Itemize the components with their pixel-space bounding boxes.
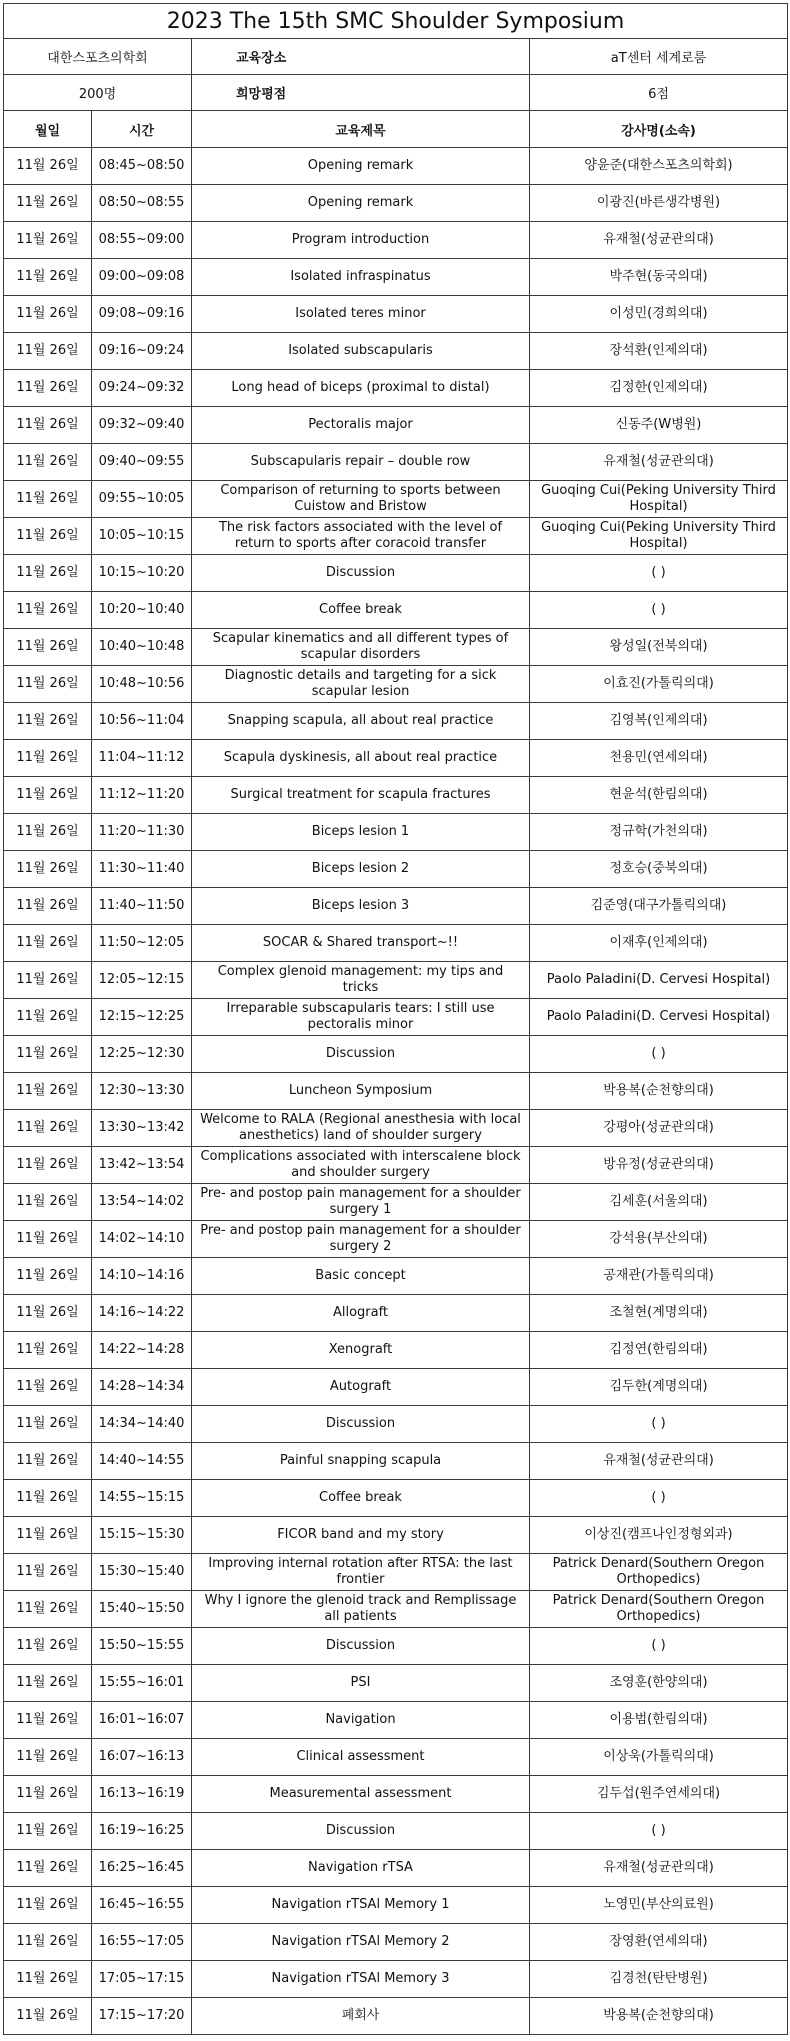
table-row (4, 1813, 788, 1850)
topic-cell: Xenograft (192, 1332, 530, 1369)
table-row (4, 518, 788, 555)
date-cell: 11월 26일 (4, 1480, 92, 1517)
date-cell: 11월 26일 (4, 1850, 92, 1887)
table-row (4, 740, 788, 777)
table-row (4, 629, 788, 666)
time-cell: 16:07~16:13 (92, 1739, 192, 1776)
table-row (4, 1221, 788, 1258)
header-time: 시간 (92, 111, 192, 148)
table-row (4, 407, 788, 444)
date-cell: 11월 26일 (4, 1961, 92, 1998)
date-cell: 11월 26일 (4, 148, 92, 185)
time-cell: 09:00~09:08 (92, 259, 192, 296)
date-cell: 11월 26일 (4, 370, 92, 407)
speaker-cell: 양윤준(대한스포츠의학회) (530, 148, 788, 185)
date-cell: 11월 26일 (4, 1406, 92, 1443)
table-row (4, 1961, 788, 1998)
table-row (4, 1739, 788, 1776)
time-cell: 10:48~10:56 (92, 666, 192, 703)
date-cell: 11월 26일 (4, 1147, 92, 1184)
time-cell: 08:55~09:00 (92, 222, 192, 259)
table-row (4, 777, 788, 814)
table-row (4, 1369, 788, 1406)
time-cell: 12:05~12:15 (92, 962, 192, 999)
topic-cell: Pre- and postop pain management for a shoulder surgery 2 (192, 1221, 530, 1258)
time-cell: 15:55~16:01 (92, 1665, 192, 1702)
info-row-1 (4, 39, 788, 75)
table-row (4, 1073, 788, 1110)
time-cell: 08:45~08:50 (92, 148, 192, 185)
time-cell: 12:15~12:25 (92, 999, 192, 1036)
date-cell: 11월 26일 (4, 592, 92, 629)
date-cell: 11월 26일 (4, 1258, 92, 1295)
table-row (4, 1443, 788, 1480)
speaker-cell: 정호승(중북의대) (530, 851, 788, 888)
time-cell: 11:50~12:05 (92, 925, 192, 962)
time-cell: 14:22~14:28 (92, 1332, 192, 1369)
topic-cell: Clinical assessment (192, 1739, 530, 1776)
date-cell: 11월 26일 (4, 1887, 92, 1924)
time-cell: 14:16~14:22 (92, 1295, 192, 1332)
speaker-cell: 이상진(캠프나인정형외과) (530, 1517, 788, 1554)
table-row (4, 1517, 788, 1554)
speaker-cell: 유재철(성균관의대) (530, 222, 788, 259)
topic-cell: Luncheon Symposium (192, 1073, 530, 1110)
table-row (4, 962, 788, 999)
speaker-cell: 김준영(대구가톨릭의대) (530, 888, 788, 925)
time-cell: 14:10~14:16 (92, 1258, 192, 1295)
date-cell: 11월 26일 (4, 185, 92, 222)
speaker-cell: 장석환(인제의대) (530, 333, 788, 370)
topic-cell: Discussion (192, 1036, 530, 1073)
points-cell: 6점 (530, 75, 788, 111)
topic-cell: Irreparable subscapularis tears: I still use pectoralis minor (192, 999, 530, 1036)
date-cell: 11월 26일 (4, 703, 92, 740)
date-cell: 11월 26일 (4, 740, 92, 777)
speaker-cell: 김경천(탄탄병원) (530, 1961, 788, 1998)
topic-cell: PSI (192, 1665, 530, 1702)
speaker-cell: ( ) (530, 592, 788, 629)
table-row (4, 1924, 788, 1961)
table-row (4, 296, 788, 333)
time-cell: 11:30~11:40 (92, 851, 192, 888)
date-cell: 11월 26일 (4, 481, 92, 518)
time-cell: 13:54~14:02 (92, 1184, 192, 1221)
time-cell: 10:15~10:20 (92, 555, 192, 592)
time-cell: 10:20~10:40 (92, 592, 192, 629)
topic-cell: Discussion (192, 555, 530, 592)
table-row (4, 259, 788, 296)
time-cell: 16:25~16:45 (92, 1850, 192, 1887)
topic-cell: Coffee break (192, 592, 530, 629)
time-cell: 16:19~16:25 (92, 1813, 192, 1850)
speaker-cell: 이용범(한림의대) (530, 1702, 788, 1739)
date-cell: 11월 26일 (4, 666, 92, 703)
topic-cell: Improving internal rotation after RTSA: the last frontier (192, 1554, 530, 1591)
date-cell: 11월 26일 (4, 1110, 92, 1147)
topic-cell: Welcome to RALA (Regional anesthesia with local anesthetics) land of shoulder surgery (192, 1110, 530, 1147)
table-row (4, 222, 788, 259)
points-label (192, 75, 530, 111)
speaker-cell: 이상욱(가톨릭의대) (530, 1739, 788, 1776)
date-cell: 11월 26일 (4, 777, 92, 814)
speaker-cell: 왕성일(전북의대) (530, 629, 788, 666)
page-title: 2023 The 15th SMC Shoulder Symposium (4, 4, 788, 39)
topic-cell: Pre- and postop pain management for a shoulder surgery 1 (192, 1184, 530, 1221)
table-row (4, 1036, 788, 1073)
time-cell: 09:24~09:32 (92, 370, 192, 407)
time-cell: 16:45~16:55 (92, 1887, 192, 1924)
time-cell: 13:30~13:42 (92, 1110, 192, 1147)
topic-cell: FICOR band and my story (192, 1517, 530, 1554)
header-speaker: 강사명(소속) (530, 111, 788, 148)
topic-cell: Comparison of returning to sports between Cuistow and Bristow (192, 481, 530, 518)
date-cell: 11월 26일 (4, 925, 92, 962)
time-cell: 14:34~14:40 (92, 1406, 192, 1443)
time-cell: 10:40~10:48 (92, 629, 192, 666)
topic-cell: The risk factors associated with the level of return to sports after coracoid transfer (192, 518, 530, 555)
topic-cell: Navigation rTSAl Memory 1 (192, 1887, 530, 1924)
info-row-2 (4, 75, 788, 111)
date-cell: 11월 26일 (4, 333, 92, 370)
topic-cell: Biceps lesion 3 (192, 888, 530, 925)
speaker-cell: Patrick Denard(Southern Oregon Orthopedics) (530, 1554, 788, 1591)
topic-cell: Complex glenoid management: my tips and tricks (192, 962, 530, 999)
date-cell: 11월 26일 (4, 444, 92, 481)
topic-cell: Scapular kinematics and all different types of scapular disorders (192, 629, 530, 666)
time-cell: 14:40~14:55 (92, 1443, 192, 1480)
speaker-cell: ( ) (530, 1406, 788, 1443)
time-cell: 11:12~11:20 (92, 777, 192, 814)
date-cell: 11월 26일 (4, 555, 92, 592)
table-row (4, 1258, 788, 1295)
time-cell: 14:55~15:15 (92, 1480, 192, 1517)
date-cell: 11월 26일 (4, 1813, 92, 1850)
date-cell: 11월 26일 (4, 1628, 92, 1665)
time-cell: 12:25~12:30 (92, 1036, 192, 1073)
venue-cell: aT센터 세계로룸 (530, 39, 788, 75)
date-cell: 11월 26일 (4, 1036, 92, 1073)
title-row (4, 4, 788, 39)
topic-cell: Opening remark (192, 185, 530, 222)
speaker-cell: 유재철(성균관의대) (530, 1850, 788, 1887)
topic-cell: Why I ignore the glenoid track and Remplissage all patients (192, 1591, 530, 1628)
time-cell: 15:15~15:30 (92, 1517, 192, 1554)
table-row (4, 1110, 788, 1147)
topic-cell: Program introduction (192, 222, 530, 259)
topic-cell: Measuremental assessment (192, 1776, 530, 1813)
date-cell: 11월 26일 (4, 1517, 92, 1554)
topic-cell: Scapula dyskinesis, all about real practice (192, 740, 530, 777)
speaker-cell: 김정한(인제의대) (530, 370, 788, 407)
speaker-cell: 유재철(성균관의대) (530, 1443, 788, 1480)
time-cell: 11:20~11:30 (92, 814, 192, 851)
table-row (4, 444, 788, 481)
capacity-cell: 200명 (4, 75, 192, 111)
table-row (4, 1998, 788, 2035)
table-row (4, 1406, 788, 1443)
date-cell: 11월 26일 (4, 1702, 92, 1739)
table-row (4, 370, 788, 407)
table-row (4, 1702, 788, 1739)
time-cell: 17:05~17:15 (92, 1961, 192, 1998)
speaker-cell: 신동주(W병원) (530, 407, 788, 444)
table-row (4, 185, 788, 222)
speaker-cell: 조영훈(한양의대) (530, 1665, 788, 1702)
speaker-cell: 박주현(동국의대) (530, 259, 788, 296)
speaker-cell: 장영환(연세의대) (530, 1924, 788, 1961)
speaker-cell: 김세훈(서울의대) (530, 1184, 788, 1221)
topic-cell: Long head of biceps (proximal to distal) (192, 370, 530, 407)
date-cell: 11월 26일 (4, 1554, 92, 1591)
header-row (4, 111, 788, 148)
speaker-cell: 강평아(성균관의대) (530, 1110, 788, 1147)
date-cell: 11월 26일 (4, 851, 92, 888)
date-cell: 11월 26일 (4, 407, 92, 444)
points-label-text: 희망평점 (236, 87, 287, 102)
topic-cell: Biceps lesion 2 (192, 851, 530, 888)
date-cell: 11월 26일 (4, 1665, 92, 1702)
time-cell: 15:50~15:55 (92, 1628, 192, 1665)
speaker-cell: 정규학(가천의대) (530, 814, 788, 851)
speaker-cell: 조철현(계명의대) (530, 1295, 788, 1332)
date-cell: 11월 26일 (4, 1073, 92, 1110)
date-cell: 11월 26일 (4, 1998, 92, 2035)
speaker-cell: 이성민(경희의대) (530, 296, 788, 333)
date-cell: 11월 26일 (4, 518, 92, 555)
topic-cell: Coffee break (192, 1480, 530, 1517)
speaker-cell: 노영민(부산의료원) (530, 1887, 788, 1924)
speaker-cell: 박용복(순천향의대) (530, 1998, 788, 2035)
speaker-cell: ( ) (530, 1628, 788, 1665)
speaker-cell: 김두섭(원주연세의대) (530, 1776, 788, 1813)
speaker-cell: Guoqing Cui(Peking University Third Hospital) (530, 518, 788, 555)
speaker-cell: ( ) (530, 555, 788, 592)
speaker-cell: 김두한(계명의대) (530, 1369, 788, 1406)
time-cell: 11:40~11:50 (92, 888, 192, 925)
date-cell: 11월 26일 (4, 962, 92, 999)
topic-cell: Snapping scapula, all about real practice (192, 703, 530, 740)
time-cell: 15:30~15:40 (92, 1554, 192, 1591)
speaker-cell: 이광진(바른생각병원) (530, 185, 788, 222)
date-cell: 11월 26일 (4, 999, 92, 1036)
table-row (4, 999, 788, 1036)
topic-cell: Navigation rTSAl Memory 2 (192, 1924, 530, 1961)
speaker-cell: 현윤석(한림의대) (530, 777, 788, 814)
topic-cell: SOCAR & Shared transport~!! (192, 925, 530, 962)
topic-cell: 폐회사 (192, 1998, 530, 2035)
time-cell: 16:13~16:19 (92, 1776, 192, 1813)
time-cell: 09:55~10:05 (92, 481, 192, 518)
table-row (4, 1628, 788, 1665)
speaker-cell: ( ) (530, 1480, 788, 1517)
speaker-cell: 김정연(한림의대) (530, 1332, 788, 1369)
date-cell: 11월 26일 (4, 1924, 92, 1961)
time-cell: 15:40~15:50 (92, 1591, 192, 1628)
table-row (4, 814, 788, 851)
date-cell: 11월 26일 (4, 1332, 92, 1369)
speaker-cell: 강석용(부산의대) (530, 1221, 788, 1258)
time-cell: 09:32~09:40 (92, 407, 192, 444)
table-row (4, 1184, 788, 1221)
date-cell: 11월 26일 (4, 296, 92, 333)
schedule-table (3, 3, 788, 2035)
date-cell: 11월 26일 (4, 1295, 92, 1332)
table-row (4, 481, 788, 518)
date-cell: 11월 26일 (4, 888, 92, 925)
table-row (4, 1591, 788, 1628)
table-row (4, 703, 788, 740)
topic-cell: Isolated teres minor (192, 296, 530, 333)
time-cell: 09:40~09:55 (92, 444, 192, 481)
table-row (4, 1480, 788, 1517)
time-cell: 13:42~13:54 (92, 1147, 192, 1184)
table-row (4, 851, 788, 888)
topic-cell: Diagnostic details and targeting for a sick scapular lesion (192, 666, 530, 703)
speaker-cell: Paolo Paladini(D. Cervesi Hospital) (530, 962, 788, 999)
time-cell: 16:55~17:05 (92, 1924, 192, 1961)
time-cell: 10:56~11:04 (92, 703, 192, 740)
table-row (4, 592, 788, 629)
table-row (4, 1295, 788, 1332)
venue-label-text: 교육장소 (236, 51, 287, 66)
time-cell: 09:16~09:24 (92, 333, 192, 370)
speaker-cell: 이재후(인제의대) (530, 925, 788, 962)
time-cell: 10:05~10:15 (92, 518, 192, 555)
speaker-cell: 유재철(성균관의대) (530, 444, 788, 481)
topic-cell: Complications associated with interscalene block and shoulder surgery (192, 1147, 530, 1184)
topic-cell: Basic concept (192, 1258, 530, 1295)
table-row (4, 666, 788, 703)
speaker-cell: Paolo Paladini(D. Cervesi Hospital) (530, 999, 788, 1036)
speaker-cell: ( ) (530, 1036, 788, 1073)
table-row (4, 1332, 788, 1369)
table-row (4, 1554, 788, 1591)
topic-cell: Isolated subscapularis (192, 333, 530, 370)
date-cell: 11월 26일 (4, 259, 92, 296)
speaker-cell: 방유정(성균관의대) (530, 1147, 788, 1184)
topic-cell: Allograft (192, 1295, 530, 1332)
topic-cell: Painful snapping scapula (192, 1443, 530, 1480)
topic-cell: Discussion (192, 1813, 530, 1850)
table-row (4, 1147, 788, 1184)
topic-cell: Pectoralis major (192, 407, 530, 444)
table-row (4, 555, 788, 592)
topic-cell: Surgical treatment for scapula fractures (192, 777, 530, 814)
speaker-cell: 이효진(가톨릭의대) (530, 666, 788, 703)
time-cell: 17:15~17:20 (92, 1998, 192, 2035)
speaker-cell: 천용민(연세의대) (530, 740, 788, 777)
topic-cell: Biceps lesion 1 (192, 814, 530, 851)
topic-cell: Subscapularis repair – double row (192, 444, 530, 481)
topic-cell: Isolated infraspinatus (192, 259, 530, 296)
topic-cell: Opening remark (192, 148, 530, 185)
speaker-cell: Guoqing Cui(Peking University Third Hospital) (530, 481, 788, 518)
date-cell: 11월 26일 (4, 222, 92, 259)
date-cell: 11월 26일 (4, 1221, 92, 1258)
header-month: 월일 (4, 111, 92, 148)
time-cell: 08:50~08:55 (92, 185, 192, 222)
time-cell: 12:30~13:30 (92, 1073, 192, 1110)
date-cell: 11월 26일 (4, 1369, 92, 1406)
table-row (4, 148, 788, 185)
table-row (4, 1887, 788, 1924)
date-cell: 11월 26일 (4, 1776, 92, 1813)
organizer-cell: 대한스포츠의학회 (4, 39, 192, 75)
speaker-cell: 김영복(인제의대) (530, 703, 788, 740)
table-row (4, 925, 788, 962)
date-cell: 11월 26일 (4, 629, 92, 666)
schedule-sheet (3, 3, 787, 2035)
topic-cell: Navigation rTSA (192, 1850, 530, 1887)
topic-cell: Navigation (192, 1702, 530, 1739)
time-cell: 09:08~09:16 (92, 296, 192, 333)
date-cell: 11월 26일 (4, 1591, 92, 1628)
table-row (4, 333, 788, 370)
speaker-cell: 박용복(순천향의대) (530, 1073, 788, 1110)
date-cell: 11월 26일 (4, 1739, 92, 1776)
speaker-cell: 공재관(가톨릭의대) (530, 1258, 788, 1295)
date-cell: 11월 26일 (4, 814, 92, 851)
time-cell: 16:01~16:07 (92, 1702, 192, 1739)
speaker-cell: Patrick Denard(Southern Oregon Orthopedics) (530, 1591, 788, 1628)
date-cell: 11월 26일 (4, 1184, 92, 1221)
topic-cell: Navigation rTSAl Memory 3 (192, 1961, 530, 1998)
topic-cell: Autograft (192, 1369, 530, 1406)
time-cell: 11:04~11:12 (92, 740, 192, 777)
header-topic: 교육제목 (192, 111, 530, 148)
time-cell: 14:02~14:10 (92, 1221, 192, 1258)
topic-cell: Discussion (192, 1628, 530, 1665)
time-cell: 14:28~14:34 (92, 1369, 192, 1406)
speaker-cell: ( ) (530, 1813, 788, 1850)
date-cell: 11월 26일 (4, 1443, 92, 1480)
table-row (4, 1850, 788, 1887)
venue-label (192, 39, 530, 75)
table-row (4, 1665, 788, 1702)
table-row (4, 888, 788, 925)
topic-cell: Discussion (192, 1406, 530, 1443)
table-row (4, 1776, 788, 1813)
